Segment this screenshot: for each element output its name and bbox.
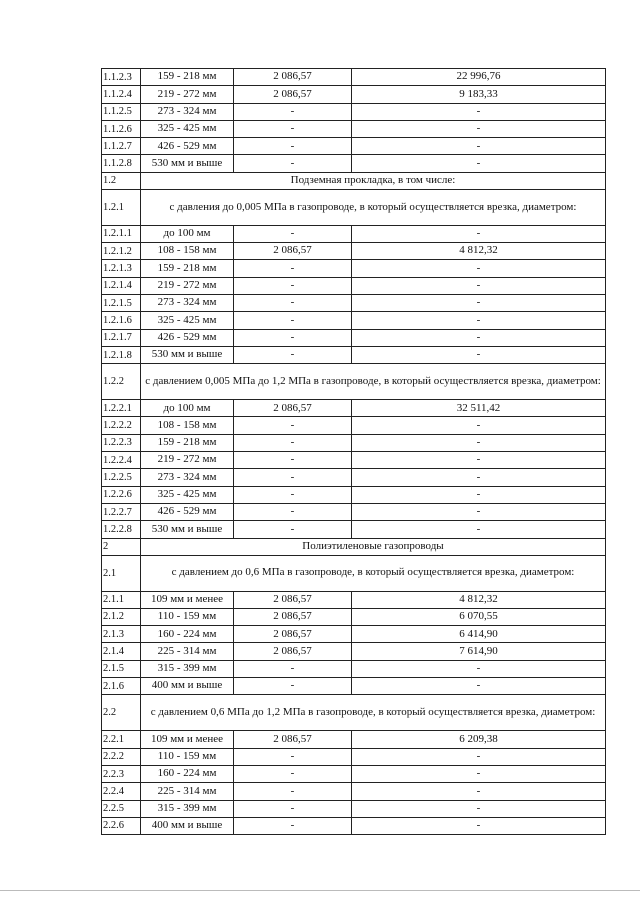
value-cell: - [352, 294, 606, 311]
row-number: 1.1.2.5 [102, 103, 141, 120]
value-cell: - [234, 452, 352, 469]
row-number: 1.1.2.4 [102, 86, 141, 103]
value-cell: 2 086,57 [234, 643, 352, 660]
row-number: 2.2.1 [102, 731, 141, 748]
table-body [102, 69, 606, 835]
diameter-cell: 325 - 425 мм [141, 312, 234, 329]
table-row [102, 521, 606, 538]
row-number: 2.2.3 [102, 765, 141, 782]
table-row [102, 69, 606, 86]
table-row [102, 155, 606, 172]
diameter-cell: 159 - 218 мм [141, 69, 234, 86]
value-cell: 2 086,57 [234, 731, 352, 748]
diameter-cell: 159 - 218 мм [141, 260, 234, 277]
diameter-cell: 110 - 159 мм [141, 608, 234, 625]
value-cell: 4 812,32 [352, 243, 606, 260]
diameter-cell: 426 - 529 мм [141, 503, 234, 520]
value-cell: - [234, 120, 352, 137]
value-cell: 2 086,57 [234, 626, 352, 643]
value-cell: - [234, 277, 352, 294]
table-row [102, 469, 606, 486]
value-cell: 4 812,32 [352, 591, 606, 608]
value-cell: - [234, 748, 352, 765]
value-cell: - [352, 434, 606, 451]
value-cell: 6 414,90 [352, 626, 606, 643]
row-number: 2.1.6 [102, 678, 141, 695]
value-cell: - [352, 260, 606, 277]
row-number: 2.2 [102, 695, 141, 731]
table-row [102, 748, 606, 765]
diameter-cell: 159 - 218 мм [141, 434, 234, 451]
row-number: 1.1.2.3 [102, 69, 141, 86]
row-number: 2.1.5 [102, 660, 141, 677]
diameter-cell: 530 мм и выше [141, 155, 234, 172]
value-cell: - [352, 503, 606, 520]
diameter-cell: 400 мм и выше [141, 817, 234, 834]
section-title: Подземная прокладка, в том числе: [141, 172, 606, 189]
diameter-cell: до 100 мм [141, 400, 234, 417]
value-cell: - [234, 503, 352, 520]
value-cell: - [234, 765, 352, 782]
table-row [102, 452, 606, 469]
row-number: 1.2.1.7 [102, 329, 141, 346]
row-number: 2.2.6 [102, 817, 141, 834]
value-cell: - [234, 103, 352, 120]
subsection-title: с давления до 0,005 МПа в газопроводе, в который осуществляется врезка, диаметром: [141, 189, 606, 225]
table-row [102, 312, 606, 329]
row-number: 1.2.2.2 [102, 417, 141, 434]
row-number: 2 [102, 538, 141, 555]
value-cell: - [352, 417, 606, 434]
value-cell: - [352, 138, 606, 155]
table-row [102, 120, 606, 137]
diameter-cell: 426 - 529 мм [141, 138, 234, 155]
diameter-cell: 108 - 158 мм [141, 243, 234, 260]
row-number: 1.2.2.4 [102, 452, 141, 469]
value-cell: - [234, 521, 352, 538]
value-cell: - [352, 103, 606, 120]
value-cell: - [234, 800, 352, 817]
subsection-title: с давлением 0,005 МПа до 1,2 МПа в газопроводе, в который осуществляется врезка, диаметром: [141, 364, 606, 400]
subsection-row [102, 555, 606, 591]
value-cell: - [352, 120, 606, 137]
value-cell: 22 996,76 [352, 69, 606, 86]
row-number: 1.1.2.8 [102, 155, 141, 172]
value-cell: - [352, 783, 606, 800]
diameter-cell: 160 - 224 мм [141, 765, 234, 782]
table-row [102, 417, 606, 434]
table-row [102, 608, 606, 625]
row-number: 1.2 [102, 172, 141, 189]
value-cell: - [352, 486, 606, 503]
value-cell: 6 209,38 [352, 731, 606, 748]
table-row [102, 765, 606, 782]
diameter-cell: 108 - 158 мм [141, 417, 234, 434]
value-cell: - [352, 346, 606, 363]
value-cell: 7 614,90 [352, 643, 606, 660]
subsection-row [102, 695, 606, 731]
table-row [102, 660, 606, 677]
diameter-cell: 219 - 272 мм [141, 452, 234, 469]
value-cell: - [352, 800, 606, 817]
value-cell: 2 086,57 [234, 608, 352, 625]
value-cell: - [352, 817, 606, 834]
value-cell: - [352, 155, 606, 172]
value-cell: - [234, 660, 352, 677]
value-cell: - [352, 678, 606, 695]
diameter-cell: 273 - 324 мм [141, 294, 234, 311]
value-cell: - [234, 469, 352, 486]
value-cell: - [352, 277, 606, 294]
table-row [102, 243, 606, 260]
subsection-title: с давлением до 0,6 МПа в газопроводе, в который осуществляется врезка, диаметром: [141, 555, 606, 591]
value-cell: 2 086,57 [234, 69, 352, 86]
value-cell: 2 086,57 [234, 243, 352, 260]
row-number: 1.2.2.8 [102, 521, 141, 538]
value-cell: - [352, 225, 606, 242]
table-row [102, 626, 606, 643]
table-row [102, 678, 606, 695]
row-number: 1.2.2.6 [102, 486, 141, 503]
value-cell: 2 086,57 [234, 591, 352, 608]
table-row [102, 731, 606, 748]
diameter-cell: 400 мм и выше [141, 678, 234, 695]
row-number: 1.2.2.7 [102, 503, 141, 520]
subsection-title: с давлением 0,6 МПа до 1,2 МПа в газопроводе, в который осуществляется врезка, диаметром: [141, 695, 606, 731]
table-row [102, 503, 606, 520]
value-cell: - [352, 660, 606, 677]
row-number: 1.2.1.6 [102, 312, 141, 329]
row-number: 1.2.1.8 [102, 346, 141, 363]
value-cell: - [234, 138, 352, 155]
value-cell: - [234, 783, 352, 800]
row-number: 2.1.2 [102, 608, 141, 625]
value-cell: - [234, 294, 352, 311]
value-cell: - [352, 748, 606, 765]
table-row [102, 486, 606, 503]
diameter-cell: 426 - 529 мм [141, 329, 234, 346]
row-number: 2.1.3 [102, 626, 141, 643]
value-cell: 9 183,33 [352, 86, 606, 103]
row-number: 2.2.4 [102, 783, 141, 800]
value-cell: - [234, 225, 352, 242]
table-row [102, 817, 606, 834]
row-number: 2.2.2 [102, 748, 141, 765]
diameter-cell: 110 - 159 мм [141, 748, 234, 765]
value-cell: - [234, 417, 352, 434]
value-cell: - [352, 312, 606, 329]
value-cell: - [352, 452, 606, 469]
row-number: 2.2.5 [102, 800, 141, 817]
value-cell: 2 086,57 [234, 86, 352, 103]
diameter-cell: 225 - 314 мм [141, 783, 234, 800]
page-bottom-rule [0, 890, 640, 891]
row-number: 2.1.4 [102, 643, 141, 660]
table-row [102, 434, 606, 451]
row-number: 1.2.1.4 [102, 277, 141, 294]
diameter-cell: 109 мм и менее [141, 591, 234, 608]
row-number: 1.2.1.5 [102, 294, 141, 311]
diameter-cell: 225 - 314 мм [141, 643, 234, 660]
subsection-row [102, 189, 606, 225]
tariff-table [101, 68, 606, 835]
section-header-row [102, 538, 606, 555]
row-number: 1.2.2.1 [102, 400, 141, 417]
diameter-cell: до 100 мм [141, 225, 234, 242]
row-number: 1.2.2.5 [102, 469, 141, 486]
value-cell: - [234, 155, 352, 172]
subsection-row [102, 364, 606, 400]
value-cell: - [352, 469, 606, 486]
table-row [102, 800, 606, 817]
value-cell: - [352, 765, 606, 782]
value-cell: - [234, 346, 352, 363]
table-row [102, 138, 606, 155]
value-cell: - [352, 329, 606, 346]
value-cell: 6 070,55 [352, 608, 606, 625]
value-cell: - [234, 329, 352, 346]
row-number: 1.1.2.7 [102, 138, 141, 155]
diameter-cell: 219 - 272 мм [141, 86, 234, 103]
row-number: 1.2.2 [102, 364, 141, 400]
row-number: 1.2.1.2 [102, 243, 141, 260]
diameter-cell: 315 - 399 мм [141, 660, 234, 677]
diameter-cell: 273 - 324 мм [141, 469, 234, 486]
table-row [102, 346, 606, 363]
row-number: 1.2.1.1 [102, 225, 141, 242]
table-row [102, 329, 606, 346]
row-number: 1.2.1 [102, 189, 141, 225]
value-cell: - [234, 260, 352, 277]
row-number: 1.1.2.6 [102, 120, 141, 137]
value-cell: 2 086,57 [234, 400, 352, 417]
table-row [102, 294, 606, 311]
diameter-cell: 109 мм и менее [141, 731, 234, 748]
diameter-cell: 273 - 324 мм [141, 103, 234, 120]
value-cell: - [234, 312, 352, 329]
diameter-cell: 325 - 425 мм [141, 120, 234, 137]
row-number: 1.2.1.3 [102, 260, 141, 277]
diameter-cell: 325 - 425 мм [141, 486, 234, 503]
diameter-cell: 315 - 399 мм [141, 800, 234, 817]
table-row [102, 643, 606, 660]
diameter-cell: 160 - 224 мм [141, 626, 234, 643]
table-row [102, 103, 606, 120]
value-cell: - [234, 678, 352, 695]
table-row [102, 277, 606, 294]
value-cell: 32 511,42 [352, 400, 606, 417]
table-row [102, 783, 606, 800]
section-title: Полиэтиленовые газопроводы [141, 538, 606, 555]
value-cell: - [234, 817, 352, 834]
section-header-row [102, 172, 606, 189]
table-row [102, 400, 606, 417]
table-row [102, 225, 606, 242]
table-row [102, 260, 606, 277]
row-number: 2.1.1 [102, 591, 141, 608]
value-cell: - [352, 521, 606, 538]
value-cell: - [234, 434, 352, 451]
row-number: 2.1 [102, 555, 141, 591]
row-number: 1.2.2.3 [102, 434, 141, 451]
diameter-cell: 219 - 272 мм [141, 277, 234, 294]
diameter-cell: 530 мм и выше [141, 346, 234, 363]
table-row [102, 86, 606, 103]
value-cell: - [234, 486, 352, 503]
table-row [102, 591, 606, 608]
diameter-cell: 530 мм и выше [141, 521, 234, 538]
